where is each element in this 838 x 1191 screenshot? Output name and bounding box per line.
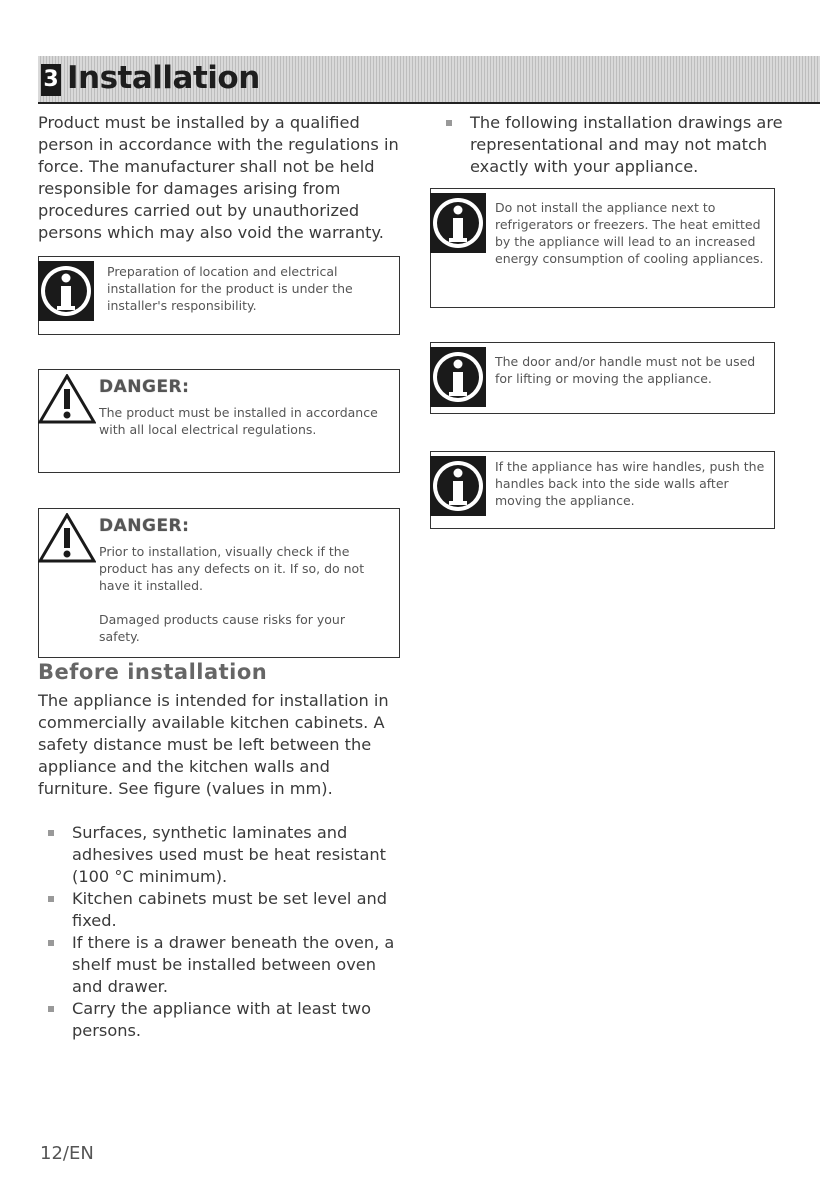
info-icon bbox=[38, 261, 94, 321]
info-icon bbox=[430, 456, 486, 516]
list-item: Surfaces, synthetic laminates and adhesives used must be heat resistant (100 °C minimum). bbox=[38, 822, 398, 888]
warning-icon bbox=[38, 374, 96, 424]
info-box-installer bbox=[38, 256, 400, 335]
info-box-wire-handles bbox=[430, 451, 775, 529]
info-box-text: Do not install the appliance next to refrigerators or freezers. The heat emitted by the appliance will lead to an increased energy consumption of cooling appliances. bbox=[495, 200, 764, 266]
danger-box-electrical bbox=[38, 369, 400, 473]
page-number: 12/EN bbox=[40, 1143, 94, 1164]
danger-title: DANGER: bbox=[99, 377, 190, 397]
section-title: Before installation bbox=[38, 660, 268, 684]
info-box-refrigerator bbox=[430, 188, 775, 308]
danger-title: DANGER: bbox=[99, 516, 190, 536]
info-box-door-handle bbox=[430, 342, 775, 414]
list-item: Kitchen cabinets must be set level and fixed. bbox=[38, 888, 398, 932]
list-item: Carry the appliance with at least two persons. bbox=[38, 998, 398, 1042]
list-item: The following installation drawings are representational and may not match exactly with your appliance. bbox=[436, 112, 796, 178]
info-box-text: Preparation of location and electrical installation for the product is under the installer's responsibility. bbox=[107, 264, 353, 313]
danger-text: The product must be installed in accordance with all local electrical regulations. bbox=[99, 405, 378, 437]
bullet-list bbox=[38, 822, 398, 1042]
danger-text-2: Damaged products cause risks for your safety. bbox=[99, 612, 345, 644]
chapter-header bbox=[38, 56, 820, 104]
info-icon bbox=[430, 347, 486, 407]
list-item: If there is a drawer beneath the oven, a shelf must be installed between oven and drawer. bbox=[38, 932, 398, 998]
section-intro: The appliance is intended for installation in commercially available kitchen cabinets. A safety distance must be left between the appliance and the kitchen walls and furniture. See figure (values in mm). bbox=[38, 691, 389, 798]
info-box-text: The door and/or handle must not be used for lifting or moving the appliance. bbox=[495, 354, 756, 386]
chapter-number: 3 bbox=[41, 64, 61, 96]
right-bullet bbox=[436, 112, 796, 178]
chapter-title: Installation bbox=[67, 60, 260, 96]
intro-paragraph: Product must be installed by a qualified person in accordance with the regulations in force. The manufacturer shall not be held responsible for damages arising from procedures carried out by unauthorized persons which may also void the warranty. bbox=[38, 113, 399, 242]
danger-box-defects bbox=[38, 508, 400, 658]
warning-icon bbox=[38, 513, 96, 563]
info-box-text: If the appliance has wire handles, push the handles back into the side walls after moving the appliance. bbox=[495, 459, 765, 508]
info-icon bbox=[430, 193, 486, 253]
danger-text: Prior to installation, visually check if the product has any defects on it. If so, do not have it installed. bbox=[99, 544, 365, 593]
